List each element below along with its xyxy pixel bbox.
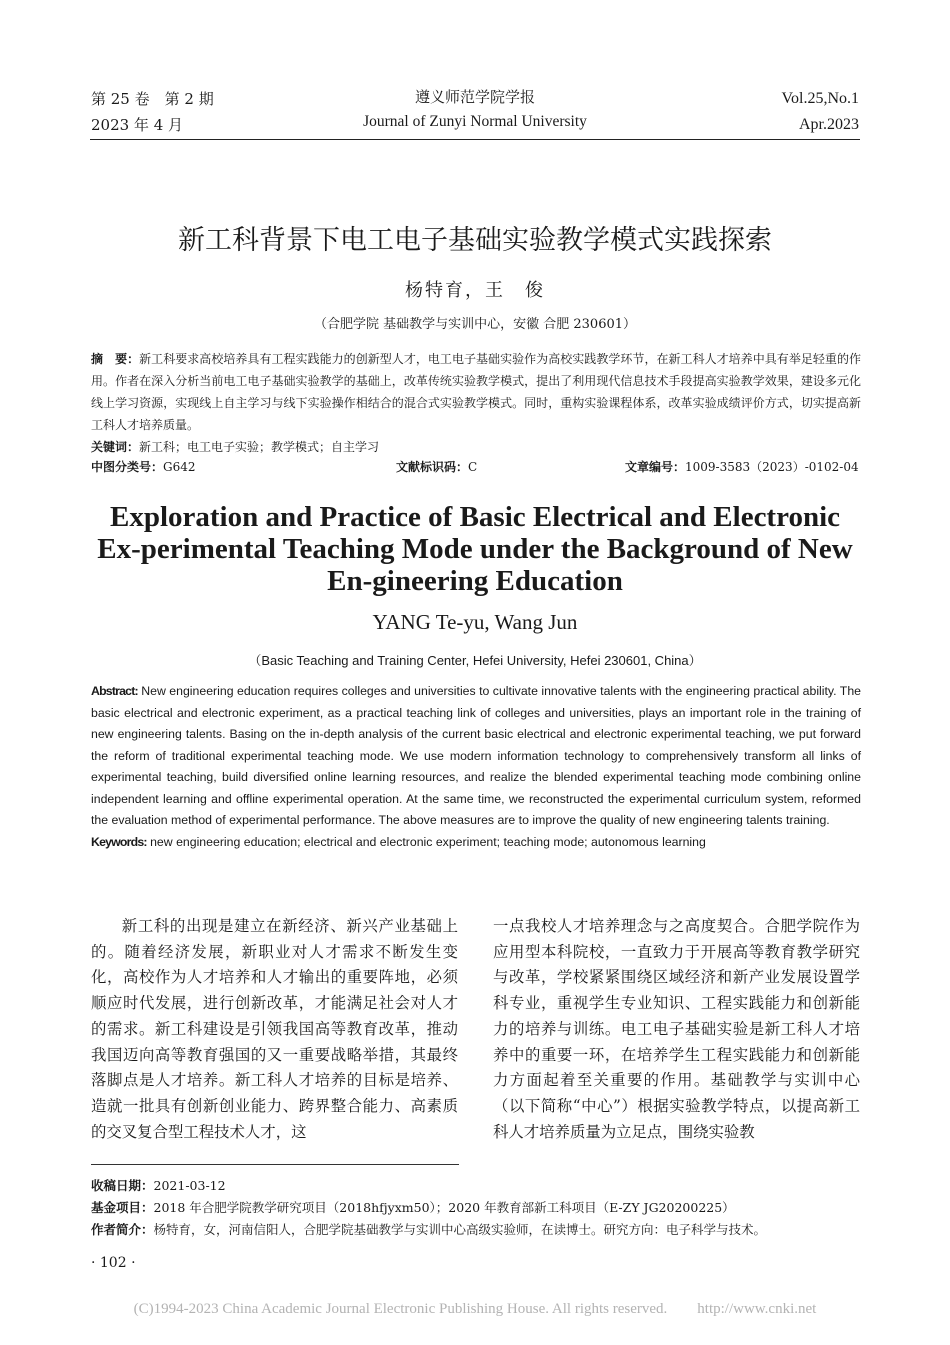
- abstract-en-text: New engineering education requires colleges and universities to cultivate innovative talents with the engineering practical ability. The basic electrical and electronic experiment, as a practical teaching link of colleges and universities, plays an important role in the training of new engineering talents. Basing on the in-depth analysis of the current basic electrical and electronic experimental teaching, we put forward the reform of traditional experimental teaching mode. We use modern information technology to comprehensively transform all links of experimental teaching, build diversified online learning resources, and realize the blended experimental teaching mode combining online independent learning and offline experimental operation. At the same time, we reconstructed the experimental curriculum system, reformed the evaluation method of experimental performance. The above measures are to improve the quality of new engineering talents training.: [91, 684, 861, 827]
- keywords-cn: [91, 436, 861, 458]
- abstract-en: [91, 681, 861, 853]
- footnote-author: [91, 1220, 766, 1238]
- body-left-column: 新工科的出现是建立在新经济、新兴产业基础上的。随着经济发展，新职业对人才需求不断发生变化，高校作为人才培养和人才输出的重要阵地，必须顺应时代发展，进行创新改革，才能满足社会对人才的需求。新工科建设是引领我国高等教育改革，推动我国迈向高等教育强国的又一重要战略举措，其最终落脚点是人才培养。新工科人才培养的目标是培养、造就一批具有创新创业能力、跨界整合能力、高素质的交叉复合型工程技术人才，这: [91, 917, 458, 1141]
- author-label: 作者简介：: [91, 1222, 154, 1237]
- article-number: [625, 458, 859, 475]
- article-number-value: 1009-3583（2023）-0102-04: [685, 460, 859, 474]
- volume-number-en: Vol.25,No.1: [781, 90, 859, 107]
- keywords-cn-label: 关键词：: [91, 440, 140, 454]
- authors-en: YANG Te-yu, Wang Jun: [372, 610, 578, 634]
- body-right-column: 一点我校人才培养理念与之高度契合。合肥学院作为应用型本科院校，一直致力于开展高等教育教学研究与改革，学校紧紧围绕区域经济和新产业发展设置学科专业，重视学生专业知识、工程实践能力和创新能力的培养与训练。电工电子基础实验是新工科人才培养中的重要一环，在培养学生工程实践能力和创新能力方面起着至关重要的作用。基础教学与实训中心（以下简称“中心”）根据实验教学特点，以提高新工科人才培养质量为立足点，围绕实验教: [493, 917, 860, 1141]
- abstract-en-label: Abstract:: [91, 684, 138, 698]
- keywords-en-text: new engineering education; electrical and electronic experiment; teaching mode; autonomous learning: [146, 834, 706, 849]
- header-rule: [90, 139, 860, 140]
- abstract-en-paragraph: [91, 681, 861, 832]
- abstract-cn-paragraph: [91, 348, 861, 436]
- received-value: 2021-03-12: [153, 1178, 226, 1193]
- received-label: 收稿日期：: [91, 1178, 154, 1193]
- title-cn: 新工科背景下电工电子基础实验教学模式实践探索: [178, 225, 772, 256]
- date-en: Apr.2023: [799, 116, 859, 133]
- abstract-cn-label: 摘 要：: [91, 352, 140, 366]
- footnote-fund: [91, 1198, 735, 1216]
- clc-number: [91, 458, 196, 475]
- authors-cn: 杨特育，王 俊: [405, 280, 545, 301]
- keywords-en: [91, 832, 861, 854]
- document-code: [396, 458, 477, 475]
- footnote-received: [91, 1176, 226, 1194]
- document-code-value: C: [468, 460, 478, 474]
- affiliation-cn: （合肥学院 基础教学与实训中心，安徽 合肥 230601）: [313, 317, 637, 332]
- journal-name-en: Journal of Zunyi Normal University: [363, 113, 587, 130]
- abstract-cn-text: 新工科要求高校培养具有工程实践能力的创新型人才，电工电子基础实验作为高校实践教学环节，在新工科人才培养中具有举足轻重的作用。作者在深入分析当前电工电子基础实验教学的基础上，改革传统实验教学模式，提出了利用现代信息技术手段提高实验教学效果，建设多元化线上学习资源，实现线上自主学习与线下实验操作相结合的混合式实验教学模式。同时，重构实验课程体系，改革实验成绩评价方式，切实提高新工科人才培养质量。: [91, 352, 861, 432]
- author-value: 杨特育，女，河南信阳人，合肥学院基础教学与实训中心高级实验师，在读博士。研究方向：电子科学与技术。: [153, 1222, 767, 1237]
- fund-label: 基金项目：: [91, 1200, 154, 1215]
- affiliation-en: （Basic Teaching and Training Center, Hefei University, Hefei 230601, China）: [248, 653, 702, 668]
- footnote-rule: [91, 1164, 459, 1165]
- keywords-en-label: Keywords:: [91, 834, 147, 849]
- abstract-cn: [91, 348, 861, 458]
- copyright-notice: (C)1994-2023 China Academic Journal Electronic Publishing House. All rights reserved. http://www.cnki.net: [133, 1301, 817, 1317]
- page-number: · 102 ·: [91, 1255, 136, 1271]
- document-code-label: 文献标识码：: [396, 460, 469, 474]
- clc-label: 中图分类号：: [91, 460, 164, 474]
- publication-date: 2023 年 4 月: [91, 116, 184, 134]
- journal-name-cn: 遵义师范学院学报: [414, 88, 535, 106]
- clc-value: G642: [163, 460, 196, 474]
- title-en: Exploration and Practice of Basic Electrical and Electronic Ex-perimental Teaching Mode under the Background of New En-gineering Education: [97, 501, 853, 597]
- fund-value: 2018 年合肥学院教学研究项目（2018hfjyxm50）；2020 年教育部新工科项目（E-ZY JG20200225）: [153, 1200, 735, 1215]
- volume-issue: 第 25 卷 第 2 期: [91, 90, 214, 108]
- keywords-cn-text: 新工科；电工电子实验；教学模式；自主学习: [139, 440, 380, 454]
- article-number-label: 文章编号：: [625, 460, 686, 474]
